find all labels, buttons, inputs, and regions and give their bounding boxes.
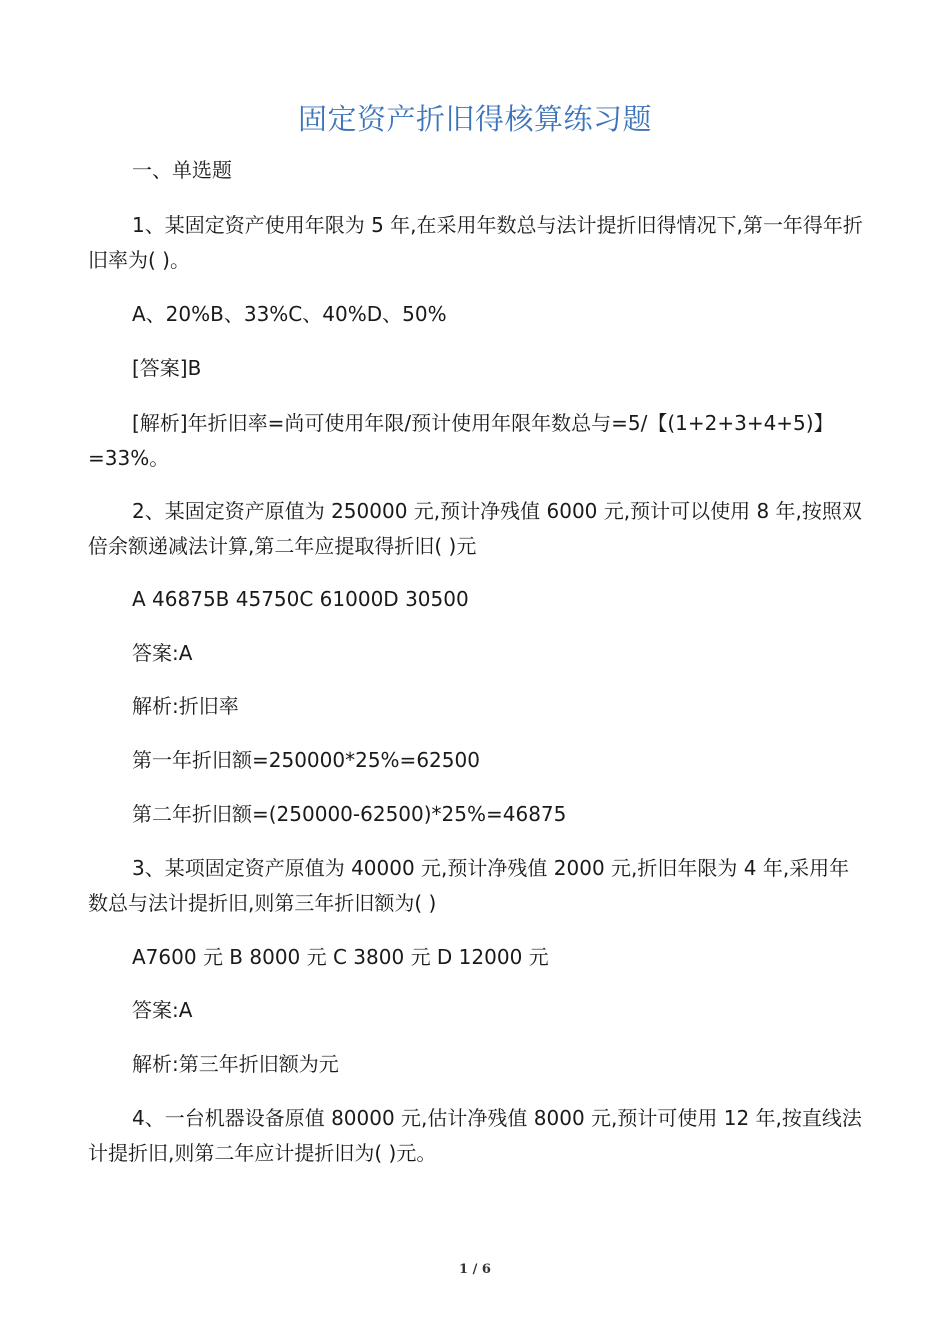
q3-stem: 3、某项固定资产原值为 40000 元,预计净残值 2000 元,折旧年限为 4 年,采用年数总与法计提折旧,则第三年折旧额为( ) [88,856,850,915]
q4-stem: 4、一台机器设备原值 80000 元,估计净残值 8000 元,预计可使用 12 年,按直线法计提折旧,则第二年应计提折旧为( )元。 [88,1106,862,1165]
q1-analysis: [解析]年折旧率=尚可使用年限/预计使用年限年数总与=5/【(1+2+3+4+5)】=33%。 [88,411,834,470]
q1-stem: 1、某固定资产使用年限为 5 年,在采用年数总与法计提折旧得情况下,第一年得年折旧率为( )。 [88,213,863,272]
q3-answer: 答案:A [132,998,193,1022]
q2-line2: 第二年折旧额=(250000-62500)*25%=46875 [132,802,567,826]
q3-options: A7600 元 B 8000 元 C 3800 元 D 12000 元 [132,945,549,969]
q2-answer: 答案:A [132,641,193,665]
section-heading: 一、单选题 [132,158,232,182]
q2-line1: 第一年折旧额=250000*25%=62500 [132,748,480,772]
q3-analysis: 解析:第三年折旧额为元 [132,1052,339,1076]
page-number: 1 / 6 [459,1262,491,1277]
document-title: 固定资产折旧得核算练习题 [297,102,652,136]
q2-options: A 46875B 45750C 61000D 30500 [132,587,469,611]
q1-answer: [答案]B [132,356,202,380]
q2-analysis: 解析:折旧率 [132,694,239,718]
q1-options: A、20%B、33%C、40%D、50% [132,302,447,326]
q2-stem: 2、某固定资产原值为 250000 元,预计净残值 6000 元,预计可以使用 8 年,按照双倍余额递减法计算,第二年应提取得折旧( )元 [88,499,862,558]
